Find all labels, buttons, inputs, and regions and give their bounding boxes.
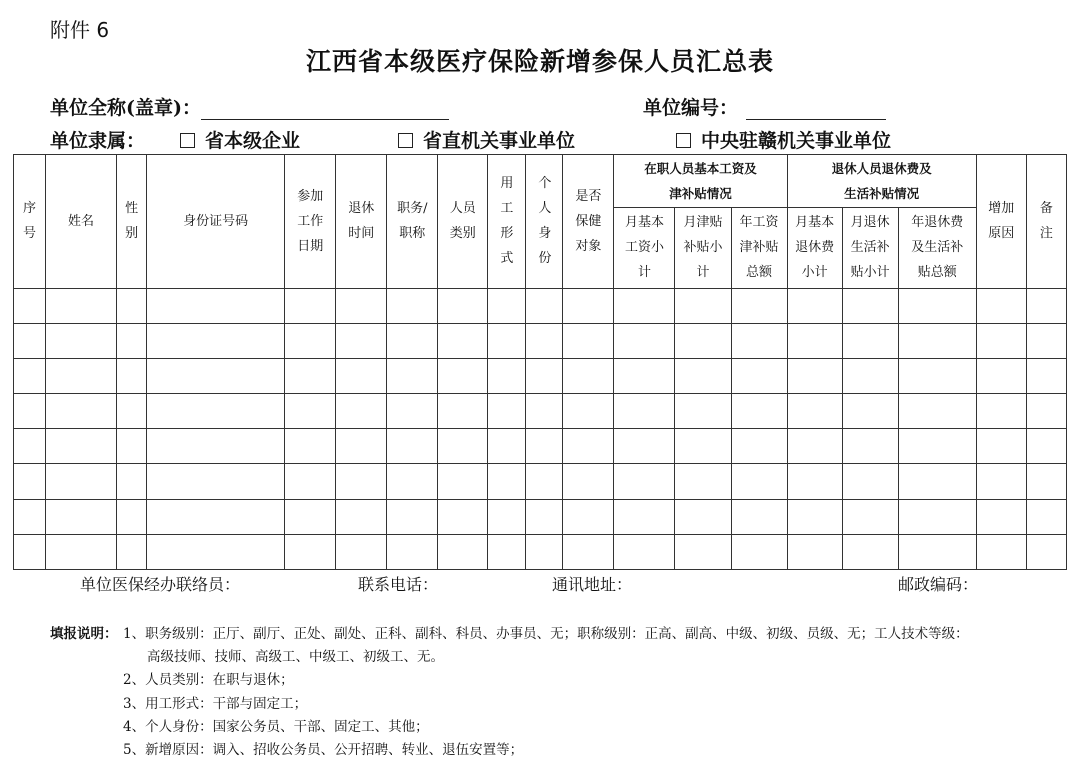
header-retired-monthly-base: 月基本退休费小计 xyxy=(787,208,842,288)
table-cell[interactable] xyxy=(563,358,614,393)
table-cell[interactable] xyxy=(488,358,526,393)
table-cell[interactable] xyxy=(488,323,526,358)
table-cell[interactable] xyxy=(842,464,898,499)
table-cell[interactable] xyxy=(1026,288,1066,323)
table-cell[interactable] xyxy=(147,288,285,323)
unit-code-field[interactable] xyxy=(746,99,886,120)
note-item: 5、新增原因：调入、招收公务员、公开招聘、转业、退伍安置等； xyxy=(123,742,524,758)
table-cell[interactable] xyxy=(976,358,1026,393)
table-cell[interactable] xyxy=(285,429,336,464)
header-personal-identity: 个人身份 xyxy=(526,155,563,289)
table-cell[interactable] xyxy=(563,429,614,464)
table-cell[interactable] xyxy=(1026,534,1066,569)
table-cell[interactable] xyxy=(117,429,147,464)
table-cell[interactable] xyxy=(526,394,563,429)
table-row xyxy=(14,464,1067,499)
table-cell[interactable] xyxy=(387,394,438,429)
table-cell[interactable] xyxy=(117,358,147,393)
table-cell[interactable] xyxy=(488,499,526,534)
table-row xyxy=(14,534,1067,569)
table-cell[interactable] xyxy=(731,358,787,393)
option-label: 省本级企业 xyxy=(205,130,301,152)
table-cell[interactable] xyxy=(787,534,842,569)
header-seq: 序号 xyxy=(14,155,46,289)
checkbox[interactable] xyxy=(398,133,413,148)
table-cell[interactable] xyxy=(46,323,117,358)
table-cell[interactable] xyxy=(1026,358,1066,393)
table-cell[interactable] xyxy=(387,429,438,464)
table-cell[interactable] xyxy=(614,499,675,534)
table-cell[interactable] xyxy=(526,499,563,534)
table-cell[interactable] xyxy=(285,288,336,323)
table-cell[interactable] xyxy=(731,288,787,323)
table-cell[interactable] xyxy=(675,358,731,393)
table-cell[interactable] xyxy=(731,534,787,569)
table-cell[interactable] xyxy=(563,288,614,323)
table-cell[interactable] xyxy=(526,288,563,323)
table-cell[interactable] xyxy=(976,288,1026,323)
note-item: 高级技师、技师、高级工、中级工、初级工、无。 xyxy=(147,649,444,665)
table-cell[interactable] xyxy=(563,323,614,358)
header-personnel-type: 人员类别 xyxy=(438,155,488,289)
table-cell[interactable] xyxy=(117,499,147,534)
header-work-start-date: 参加工作日期 xyxy=(285,155,336,289)
table-cell[interactable] xyxy=(117,323,147,358)
table-cell[interactable] xyxy=(614,288,675,323)
table-row xyxy=(14,323,1067,358)
table-cell[interactable] xyxy=(976,464,1026,499)
table-cell[interactable] xyxy=(976,534,1026,569)
table-cell[interactable] xyxy=(117,394,147,429)
summary-table xyxy=(13,154,1067,570)
table-cell[interactable] xyxy=(614,429,675,464)
table-cell[interactable] xyxy=(14,464,46,499)
table-cell[interactable] xyxy=(46,288,117,323)
table-cell[interactable] xyxy=(336,429,387,464)
table-cell[interactable] xyxy=(46,429,117,464)
table-cell[interactable] xyxy=(438,499,488,534)
header-id-number: 身份证号码 xyxy=(147,155,285,289)
table-row xyxy=(14,394,1067,429)
table-cell[interactable] xyxy=(488,534,526,569)
table-cell[interactable] xyxy=(842,323,898,358)
table-cell[interactable] xyxy=(438,323,488,358)
table-cell[interactable] xyxy=(387,358,438,393)
checkbox[interactable] xyxy=(180,133,195,148)
checkbox[interactable] xyxy=(676,133,691,148)
header-position-title: 职务/职称 xyxy=(387,155,438,289)
table-cell[interactable] xyxy=(898,429,976,464)
table-cell[interactable] xyxy=(285,323,336,358)
attachment-label: 附件 6 xyxy=(50,18,110,42)
table-row xyxy=(14,358,1067,393)
note-item: 4、个人身份：国家公务员、干部、固定工、其他； xyxy=(123,719,429,735)
header-active-monthly-allowance: 月津贴补贴小计 xyxy=(675,208,731,288)
table-cell[interactable] xyxy=(898,288,976,323)
table-cell[interactable] xyxy=(731,323,787,358)
header-active-group: 在职人员基本工资及津补贴情况 xyxy=(614,155,787,208)
option-central-institution[interactable] xyxy=(676,126,891,153)
table-cell[interactable] xyxy=(787,499,842,534)
table-cell[interactable] xyxy=(898,499,976,534)
table-cell[interactable] xyxy=(488,288,526,323)
table-cell[interactable] xyxy=(898,534,976,569)
header-active-annual-total: 年工资津补贴总额 xyxy=(731,208,787,288)
table-cell[interactable] xyxy=(731,464,787,499)
table-cell[interactable] xyxy=(438,464,488,499)
table-cell[interactable] xyxy=(285,499,336,534)
table-cell[interactable] xyxy=(787,464,842,499)
table-cell[interactable] xyxy=(46,499,117,534)
header-name: 姓名 xyxy=(46,155,117,289)
table-cell[interactable] xyxy=(675,288,731,323)
table-cell[interactable] xyxy=(438,429,488,464)
table-cell[interactable] xyxy=(147,323,285,358)
header-active-monthly-base: 月基本工资小计 xyxy=(614,208,675,288)
table-cell[interactable] xyxy=(787,288,842,323)
table-cell[interactable] xyxy=(14,323,46,358)
table-cell[interactable] xyxy=(614,358,675,393)
table-cell[interactable] xyxy=(842,358,898,393)
table-row xyxy=(14,499,1067,534)
table-cell[interactable] xyxy=(842,499,898,534)
table-cell[interactable] xyxy=(787,429,842,464)
table-cell[interactable] xyxy=(563,534,614,569)
table-cell[interactable] xyxy=(898,323,976,358)
table-cell[interactable] xyxy=(387,288,438,323)
table-cell[interactable] xyxy=(387,464,438,499)
table-cell[interactable] xyxy=(14,394,46,429)
table-cell[interactable] xyxy=(14,358,46,393)
table-cell[interactable] xyxy=(614,534,675,569)
table-cell[interactable] xyxy=(675,464,731,499)
table-cell[interactable] xyxy=(731,499,787,534)
table-cell[interactable] xyxy=(614,394,675,429)
table-cell[interactable] xyxy=(488,429,526,464)
table-cell[interactable] xyxy=(14,499,46,534)
table-cell[interactable] xyxy=(842,288,898,323)
unit-code-label: 单位编号： xyxy=(643,97,739,119)
table-cell[interactable] xyxy=(46,358,117,393)
header-row-1 xyxy=(14,155,1067,208)
table-cell[interactable] xyxy=(1026,464,1066,499)
table-cell[interactable] xyxy=(787,323,842,358)
header-retired-annual-total: 年退休费及生活补贴总额 xyxy=(898,208,976,288)
table-cell[interactable] xyxy=(285,464,336,499)
table-row xyxy=(14,429,1067,464)
table-cell[interactable] xyxy=(285,534,336,569)
table-cell[interactable] xyxy=(117,288,147,323)
table-cell[interactable] xyxy=(526,358,563,393)
table-cell[interactable] xyxy=(1026,394,1066,429)
table-cell[interactable] xyxy=(526,464,563,499)
table-body xyxy=(14,155,1067,570)
table-cell[interactable] xyxy=(563,464,614,499)
table-cell[interactable] xyxy=(46,464,117,499)
table-cell[interactable] xyxy=(285,394,336,429)
table-cell[interactable] xyxy=(46,394,117,429)
table-cell[interactable] xyxy=(675,429,731,464)
table-row xyxy=(14,288,1067,323)
table-cell[interactable] xyxy=(336,499,387,534)
table-cell[interactable] xyxy=(563,499,614,534)
table-cell[interactable] xyxy=(675,499,731,534)
table-cell[interactable] xyxy=(731,394,787,429)
table-cell[interactable] xyxy=(787,394,842,429)
table-cell[interactable] xyxy=(14,534,46,569)
table-cell[interactable] xyxy=(976,394,1026,429)
postcode-label: 邮政编码： xyxy=(898,575,979,594)
table-cell[interactable] xyxy=(614,323,675,358)
table-cell[interactable] xyxy=(842,534,898,569)
note-item: 3、用工形式：干部与固定工； xyxy=(123,696,308,712)
table-cell[interactable] xyxy=(898,394,976,429)
notes-label: 填报说明： xyxy=(50,626,118,642)
table-cell[interactable] xyxy=(614,464,675,499)
table-cell[interactable] xyxy=(46,534,117,569)
address-label: 通讯地址： xyxy=(552,575,633,594)
table-cell[interactable] xyxy=(976,429,1026,464)
table-cell[interactable] xyxy=(336,358,387,393)
table-cell[interactable] xyxy=(147,394,285,429)
table-cell[interactable] xyxy=(438,534,488,569)
option-label: 中央驻赣机关事业单位 xyxy=(701,130,892,152)
table-cell[interactable] xyxy=(438,394,488,429)
table-cell[interactable] xyxy=(1026,323,1066,358)
option-provincial-enterprise[interactable] xyxy=(180,126,300,153)
table-cell[interactable] xyxy=(14,429,46,464)
table-cell[interactable] xyxy=(336,288,387,323)
table-cell[interactable] xyxy=(526,534,563,569)
table-cell[interactable] xyxy=(675,394,731,429)
unit-affiliation-label: 单位隶属： xyxy=(50,130,146,152)
header-gender: 性别 xyxy=(117,155,147,289)
table-cell[interactable] xyxy=(147,429,285,464)
table-cell[interactable] xyxy=(526,323,563,358)
table-cell[interactable] xyxy=(285,358,336,393)
table-cell[interactable] xyxy=(336,323,387,358)
note-item: 1、职务级别：正厅、副厅、正处、副处、正科、副科、科员、办事员、无；职称级别：正高、副高、中级、初级、员级、无；工人技术等级： xyxy=(123,626,969,642)
table-cell[interactable] xyxy=(787,358,842,393)
table-cell[interactable] xyxy=(526,429,563,464)
table-cell[interactable] xyxy=(387,534,438,569)
header-retired-group: 退休人员退休费及生活补贴情况 xyxy=(787,155,976,208)
table-cell[interactable] xyxy=(336,464,387,499)
table-cell[interactable] xyxy=(898,358,976,393)
table-cell[interactable] xyxy=(842,429,898,464)
table-cell[interactable] xyxy=(976,323,1026,358)
header-retire-time: 退休时间 xyxy=(336,155,387,289)
note-item: 2、人员类别：在职与退休； xyxy=(123,672,294,688)
table-cell[interactable] xyxy=(117,464,147,499)
table-cell[interactable] xyxy=(488,394,526,429)
option-label: 省直机关事业单位 xyxy=(423,130,576,152)
header-remarks: 备注 xyxy=(1026,155,1066,289)
table-cell[interactable] xyxy=(1026,499,1066,534)
contact-person-label: 单位医保经办联络员： xyxy=(80,575,241,594)
table-cell[interactable] xyxy=(336,394,387,429)
table-cell[interactable] xyxy=(898,464,976,499)
table-cell[interactable] xyxy=(147,358,285,393)
table-cell[interactable] xyxy=(117,534,147,569)
table-cell[interactable] xyxy=(147,464,285,499)
header-increase-reason: 增加原因 xyxy=(976,155,1026,289)
table-cell[interactable] xyxy=(438,358,488,393)
unit-code-row xyxy=(643,93,886,120)
table-cell[interactable] xyxy=(336,534,387,569)
table-cell[interactable] xyxy=(1026,429,1066,464)
page-title: 江西省本级医疗保险新增参保人员汇总表 xyxy=(305,47,774,76)
unit-name-label: 单位全称(盖章)： xyxy=(50,97,201,119)
table-cell[interactable] xyxy=(976,499,1026,534)
table-cell[interactable] xyxy=(731,429,787,464)
header-retired-monthly-allowance: 月退休生活补贴小计 xyxy=(842,208,898,288)
table-cell[interactable] xyxy=(488,464,526,499)
phone-label: 联系电话： xyxy=(358,575,439,594)
table-cell[interactable] xyxy=(387,499,438,534)
table-cell[interactable] xyxy=(842,394,898,429)
table-cell[interactable] xyxy=(675,323,731,358)
table-cell[interactable] xyxy=(147,499,285,534)
table-cell[interactable] xyxy=(14,288,46,323)
table-cell[interactable] xyxy=(563,394,614,429)
unit-name-row xyxy=(50,93,449,120)
table-cell[interactable] xyxy=(675,534,731,569)
header-employment-form: 用工形式 xyxy=(488,155,526,289)
option-provincial-institution[interactable] xyxy=(398,126,575,153)
table-cell[interactable] xyxy=(147,534,285,569)
table-cell[interactable] xyxy=(387,323,438,358)
table-cell[interactable] xyxy=(438,288,488,323)
header-healthcare-object: 是否保健对象 xyxy=(563,155,614,289)
unit-name-field[interactable] xyxy=(201,99,449,120)
